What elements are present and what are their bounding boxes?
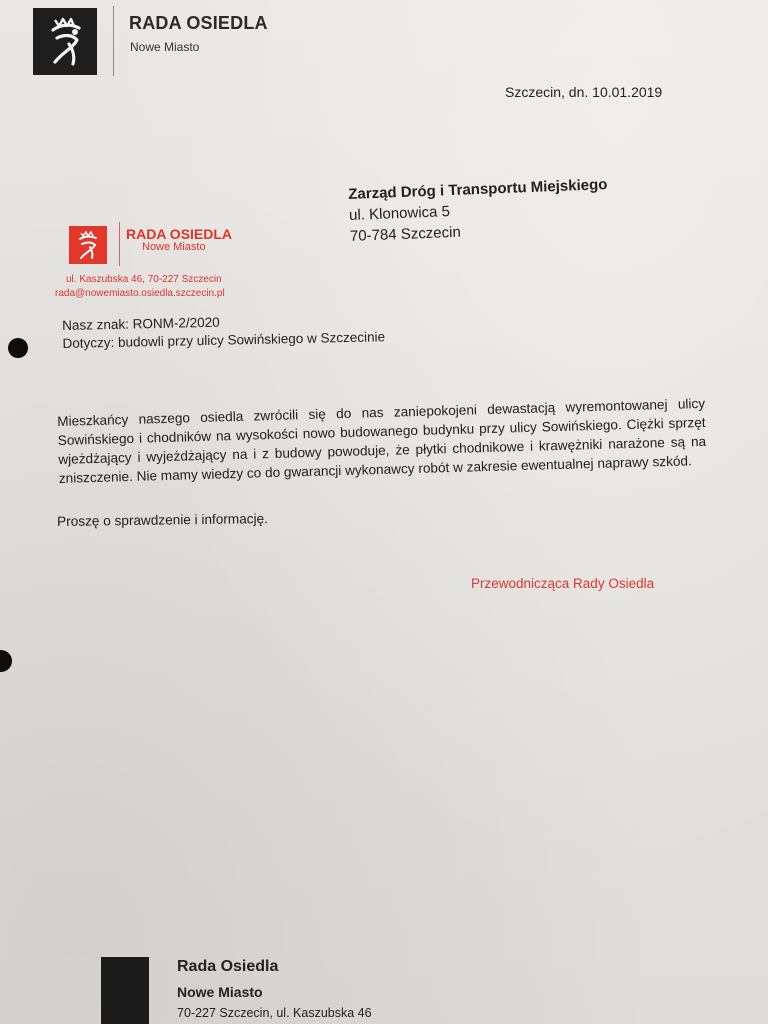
addressee-street: ul. Klonowica 5 [348, 203, 451, 224]
closing-line: Proszę o sprawdzenie i informację. [57, 511, 268, 529]
footer-org-name: Rada Osiedla [177, 958, 279, 975]
our-sign: Nasz znak: RONM-2/2020 [62, 314, 220, 333]
stamp-title: RADA OSIEDLA [126, 226, 233, 242]
footer-district: Nowe Miasto [177, 984, 263, 1000]
reference-block [62, 311, 385, 354]
subject-line: Dotyczy: budowli przy ulicy Sowińskiego w Szczecinie [62, 329, 386, 351]
footer-address: 70-227 Szczecin, ul. Kaszubska 46 [177, 1006, 372, 1020]
stamp-email: rada@nowemiasto.osiedla.szczecin.pl [55, 288, 225, 299]
stamp-address: ul. Kaszubska 46, 70-227 Szczecin [66, 274, 222, 285]
letterhead-subtitle: Nowe Miasto [130, 40, 200, 54]
addressee-block [348, 176, 609, 245]
stamp-crest-icon [69, 226, 107, 264]
stamp-subtitle: Nowe Miasto [142, 241, 206, 253]
addressee-name: Zarząd Dróg i Transportu Miejskiego [348, 176, 608, 203]
header-divider [113, 6, 114, 76]
signature-line: Przewodnicząca Rady Osiedla [471, 576, 655, 591]
stamp-divider [119, 222, 120, 266]
binder-hole [8, 338, 28, 358]
footer-logo-block [101, 957, 149, 1024]
city-crest-icon [33, 8, 97, 75]
binder-hole [0, 650, 12, 672]
addressee-city: 70-784 Szczecin [349, 223, 462, 245]
letter-date: Szczecin, dn. 10.01.2019 [505, 84, 663, 100]
body-paragraph: Mieszkańcy naszego osiedla zwrócili się do nas zaniepokojeni dewastacją wyremontowanej ulicy Sowińskiego i chodników na wysokości nowo budowanego budynku przy ulicy Sowińskiego. Ciężki sprzęt wjeżdżający i wyjeżdżający na i z budowy powoduje, że płytki chodnikowe i krawężniki narażone są na zniszczenie. Nie mamy wiedzy co do gwarancji wykonawcy robót w zakresie ewentualnej naprawy szkód. [57, 395, 707, 486]
letterhead-title: RADA OSIEDLA [129, 13, 268, 33]
